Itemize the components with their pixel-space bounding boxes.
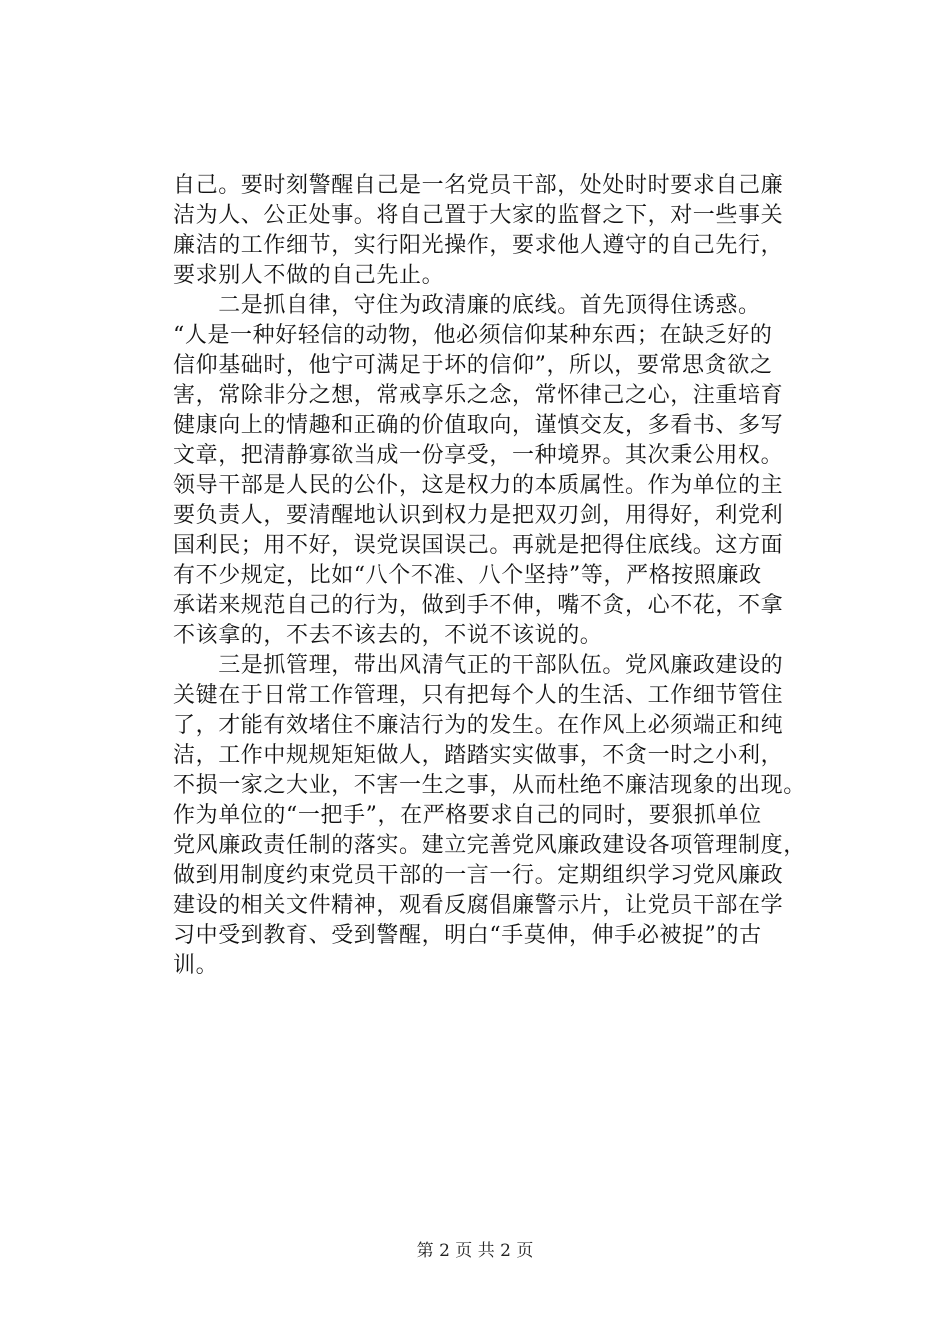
body-text [173, 171, 833, 981]
text-line: 要求别人不做的自己先止。 [173, 263, 445, 288]
text-line: 有不少规定，比如“八个不准、八个坚持”等，严格按照廉政 [173, 563, 762, 588]
paragraph-start-line: 三是抓管理，带出风清气正的干部队伍。党风廉政建设的 [173, 653, 784, 678]
text-line: 信仰基础时，他宁可满足于坏的信仰”，所以，要常思贪欲之 [173, 353, 773, 378]
text-line: 关键在于日常工作管理，只有把每个人的生活、工作细节管住 [173, 683, 784, 708]
text-line: 自己。要时刻警醒自己是一名党员干部，处处时时要求自己廉 [173, 173, 784, 198]
text-line: 了，才能有效堵住不廉洁行为的发生。在作风上必须端正和纯 [173, 713, 784, 738]
text-line: 党风廉政责任制的落实。建立完善党风廉政建设各项管理制度， [173, 833, 806, 858]
paragraph-start-line: 二是抓自律，守住为政清廉的底线。首先顶得住诱惑。 [173, 293, 761, 318]
text-line: “人是一种好轻信的动物，他必须信仰某种东西；在缺乏好的 [173, 323, 773, 348]
text-line: 训。 [173, 953, 219, 978]
text-line: 健康向上的情趣和正确的价值取向，谨慎交友，多看书、多写 [173, 413, 784, 438]
text-line: 建设的相关文件精神，观看反腐倡廉警示片，让党员干部在学 [173, 893, 784, 918]
text-line: 习中受到教育、受到警醒，明白“手莫伸，伸手必被捉”的古 [173, 923, 762, 948]
text-line: 作为单位的“一把手”，在严格要求自己的同时，要狠抓单位 [173, 803, 762, 828]
text-line: 洁为人、公正处事。将自己置于大家的监督之下，对一些事关 [173, 203, 784, 228]
page-number-footer: 第 2 页 共 2 页 [416, 1241, 534, 1261]
text-line: 要负责人，要清醒地认识到权力是把双刃剑，用得好，利党利 [173, 503, 784, 528]
text-line: 做到用制度约束党员干部的一言一行。定期组织学习党风廉政 [173, 863, 784, 888]
text-line: 廉洁的工作细节，实行阳光操作，要求他人遵守的自己先行， [173, 233, 784, 258]
text-line: 不该拿的，不去不该去的，不说不该说的。 [173, 623, 603, 648]
text-line: 洁，工作中规规矩矩做人，踏踏实实做事，不贪一时之小利， [173, 743, 784, 768]
text-line: 害，常除非分之想，常戒享乐之念，常怀律己之心，注重培育 [173, 383, 784, 408]
text-line: 承诺来规范自己的行为，做到手不伸，嘴不贪，心不花，不拿 [173, 593, 784, 618]
text-line: 领导干部是人民的公仆，这是权力的本质属性。作为单位的主 [173, 473, 784, 498]
text-line: 不损一家之大业，不害一生之事，从而杜绝不廉洁现象的出现。 [173, 773, 806, 798]
text-line: 文章，把清静寡欲当成一份享受，一种境界。其次秉公用权。 [173, 443, 784, 468]
text-line: 国利民；用不好，误党误国误己。再就是把得住底线。这方面 [173, 533, 784, 558]
